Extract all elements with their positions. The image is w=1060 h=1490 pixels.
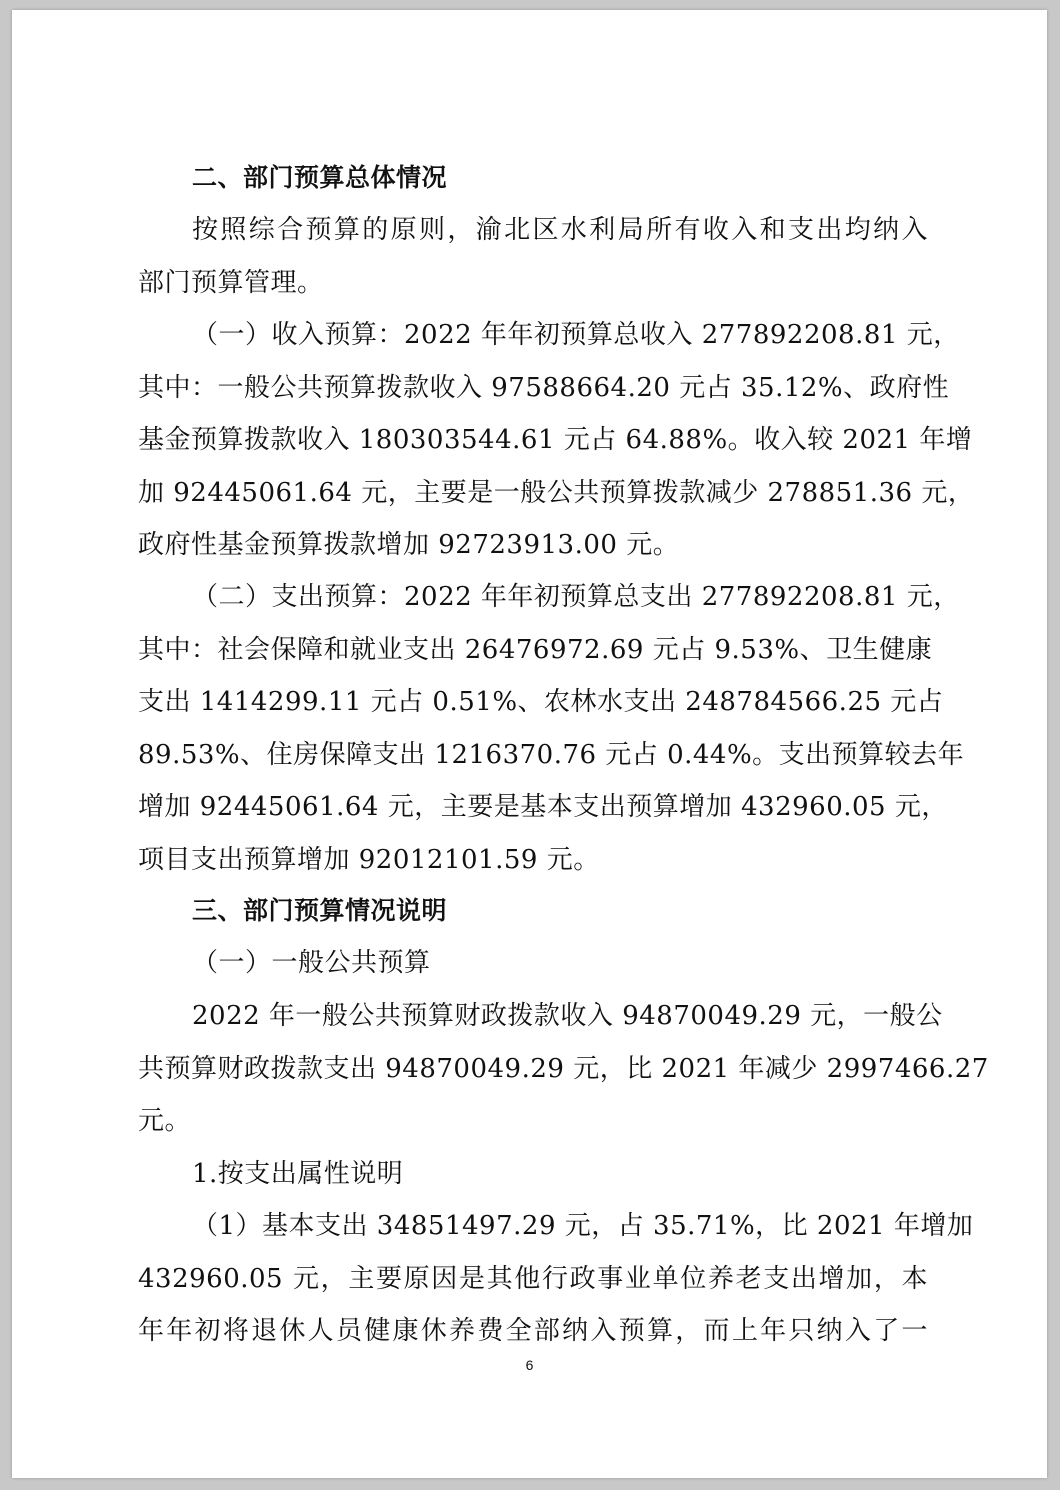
text-line: （1）基本支出 34851497.29 元，占 35.71%，比 2021 年增加 (192, 1211, 974, 1241)
text-line: 年年初将退休人员健康休养费全部纳入预算，而上年只纳入了一 (138, 1316, 928, 1346)
paragraph-income-budget (138, 309, 975, 572)
item-expense-attribute (192, 1148, 982, 1201)
text-line: 其中：一般公共预算拨款收入 97588664.20 元占 35.12%、政府性 (138, 372, 950, 403)
section-heading-3 (192, 885, 982, 938)
page-number: 6 (525, 1357, 534, 1373)
text-line: 元。 (138, 1106, 192, 1136)
text-line: 政府性基金预算拨款增加 92723913.00 元。 (138, 530, 680, 560)
text-line: 其中：社会保障和就业支出 26476972.69 元占 9.53%、卫生健康 (138, 634, 933, 665)
text-line: 共预算财政拨款支出 94870049.29 元，比 2021 年减少 2997466.27 (138, 1053, 989, 1084)
text-line: 基金预算拨款收入 180303544.61 元占 64.88%。收入较 2021 年增 (138, 425, 973, 455)
paragraph-basic-expense (138, 1200, 974, 1358)
heading-text: 二、部门预算总体情况 (192, 163, 448, 192)
text-line: 项目支出预算增加 92012101.59 元。 (138, 844, 600, 875)
text-line: 432960.05 元，主要原因是其他行政事业单位养老支出增加，本 (138, 1263, 928, 1294)
section-heading-2 (192, 152, 982, 205)
text-line: 部门预算管理。 (138, 267, 324, 298)
subheading-general-budget (192, 937, 982, 990)
document-page (12, 10, 1047, 1478)
text-line: 1.按支出属性说明 (192, 1159, 404, 1189)
text-line: 加 92445061.64 元，主要是一般公共预算拨款减少 278851.36 元， (138, 477, 975, 508)
text-line: （一）收入预算：2022 年年初预算总收入 277892208.81 元， (192, 320, 960, 350)
text-line: 增加 92445061.64 元，主要是基本支出预算增加 432960.05 元， (138, 792, 948, 822)
text-line: 2022 年一般公共预算财政拨款收入 94870049.29 元，一般公 (192, 1001, 943, 1031)
text-line: 89.53%、住房保障支出 1216370.76 元占 0.44%。支出预算较去年 (138, 739, 965, 770)
paragraph-expense-budget (138, 571, 965, 886)
text-line: 支出 1414299.11 元占 0.51%、农林水支出 248784566.25 元占 (138, 687, 944, 717)
text-line: （一）一般公共预算 (192, 948, 431, 978)
text-line: （二）支出预算：2022 年年初预算总支出 277892208.81 元， (192, 582, 960, 612)
paragraph-intro (138, 204, 928, 309)
text-line: 按照综合预算的原则，渝北区水利局所有收入和支出均纳入 (192, 215, 928, 245)
paragraph-general-budget (138, 990, 989, 1148)
heading-text: 三、部门预算情况说明 (192, 896, 448, 925)
